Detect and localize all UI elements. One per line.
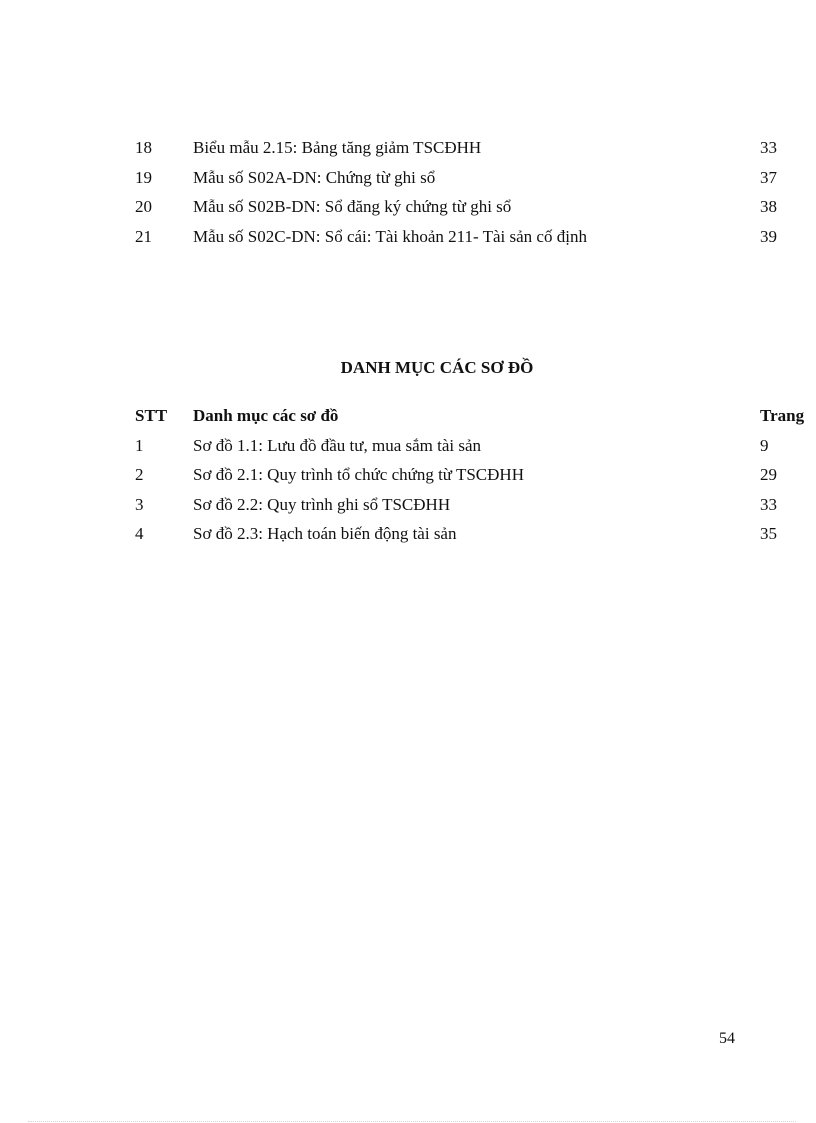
item-number: 20 [135,197,152,216]
item-page: 35 [760,524,777,543]
item-title: Sơ đồ 2.1: Quy trình tổ chức chứng từ TSCĐHH [193,465,524,484]
list-item [0,136,816,160]
item-page: 33 [760,138,777,157]
header-page: Trang [760,406,805,425]
header-title: Danh mục các sơ đồ [193,406,339,425]
item-title: Mẫu số S02B-DN: Sổ đăng ký chứng từ ghi sổ [193,197,512,216]
item-number: 2 [135,465,144,484]
list-item [0,195,816,219]
item-title: Sơ đồ 2.2: Quy trình ghi sổ TSCĐHH [193,495,451,514]
list-item [0,463,816,487]
item-number: 19 [135,168,152,187]
list-item [0,522,816,546]
footer-divider [28,1121,796,1122]
item-title: Mẫu số S02A-DN: Chứng từ ghi sổ [193,168,436,187]
list-item [0,493,816,517]
item-number: 21 [135,227,152,246]
item-title: Biểu mẫu 2.15: Bảng tăng giảm TSCĐHH [193,138,482,157]
item-number: 1 [135,436,144,455]
header-number: STT [135,406,168,425]
page-number: 54 [719,1030,735,1047]
list-item [0,434,816,458]
list-item [0,225,816,249]
item-page: 33 [760,495,777,514]
item-number: 3 [135,495,144,514]
item-number: 18 [135,138,152,157]
item-title: Sơ đồ 1.1: Lưu đồ đầu tư, mua sắm tài sản [193,436,482,455]
item-page: 38 [760,197,777,216]
item-title: Sơ đồ 2.3: Hạch toán biến động tài sản [193,524,457,543]
item-page: 9 [760,436,769,455]
list-item [0,166,816,190]
item-number: 4 [135,524,144,543]
item-page: 39 [760,227,777,246]
item-title: Mẫu số S02C-DN: Sổ cái: Tài khoản 211- Tài sản cố định [193,227,587,246]
item-page: 37 [760,168,777,187]
section-heading: DANH MỤC CÁC SƠ ĐỒ [340,358,534,377]
list-header [0,404,816,428]
item-page: 29 [760,465,777,484]
